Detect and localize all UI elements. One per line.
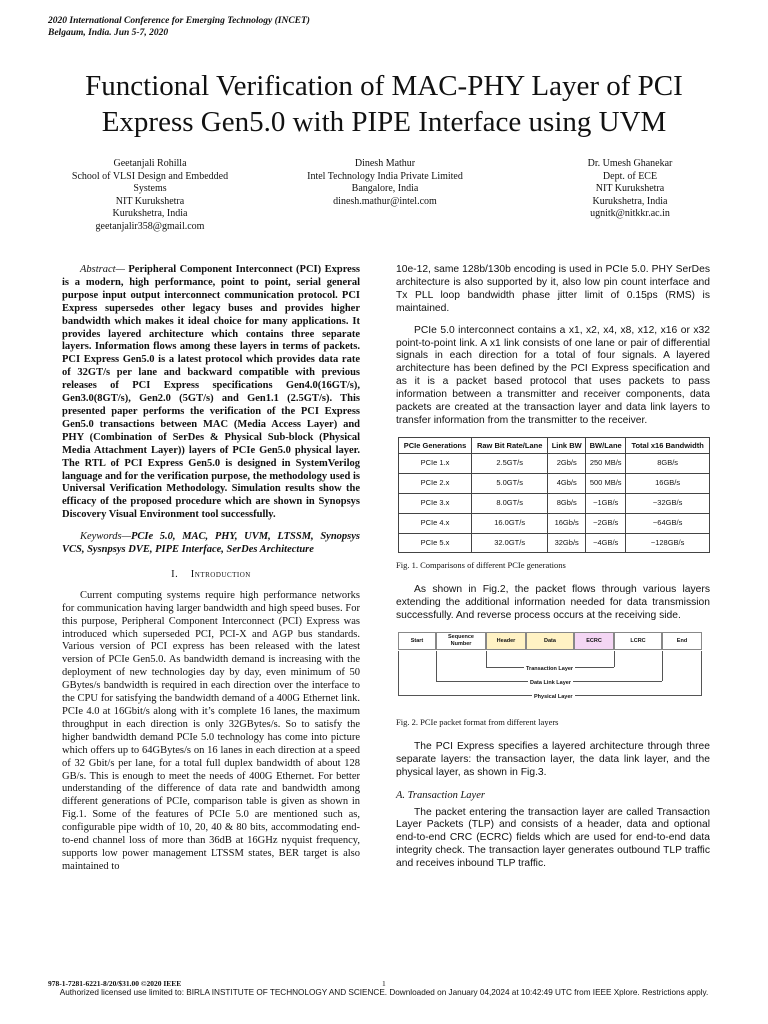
table-row: PCIe 2.x 5.0GT/s 4Gb/s 500 MB/s 16GB/s bbox=[399, 473, 710, 493]
bracket-tick bbox=[662, 651, 663, 681]
layer-label-transaction: Transaction Layer bbox=[524, 663, 575, 676]
bracket-tick bbox=[436, 651, 437, 681]
subsection-heading-transaction-layer: A. Transaction Layer bbox=[396, 789, 485, 801]
figure-1-caption: Fig. 1. Comparisons of different PCIe generations bbox=[396, 560, 566, 571]
abstract: Abstract— Peripheral Component Interconnect (PCI) Express is a modern, high performance, point to point, serial general purpose input output interconnect communication protocol. PCI Express supersedes other legacy buses and provides higher bandwidth which makes it ideal choice for many applications. It provides layered architecture which contains three separate layers. Information flows among these layers in terms of packets. PCI Express Gen5.0 is a latest protocol which provides data rate of 32GT/s per lane and backward compatible with previous releases of PCI Express specifications Gen4.0(16GT/s), Gen3.0(8GT/s), Gen2.0 (5GT/s) and Gen1.1 (2.5GT/s). This presented paper performs the verification of the PCI Express Gen5.0 transactions between MAC (Media Access Layer) and PHY (Combination of SerDes & Physical Sub-block (Physical Media Attachment Layer)) layers of PCIe Gen5.0 physical layer. The RTL of PCI Express Gen5.0 is designed in SystemVerilog language and for the verification purpose, the methodology used is Universal Verification Methodology. Simulation results show the efficacy of the proposed procedure which are shown in Synopsys Discovery Visual Environment tool successfully. bbox=[62, 264, 360, 521]
author-email: ugnitk@nitkkr.ac.in bbox=[590, 208, 670, 219]
bracket-tick bbox=[614, 651, 615, 667]
packet-field: Data bbox=[526, 632, 574, 650]
bracket-tick bbox=[486, 651, 487, 667]
table-row: PCIe 3.x 8.0GT/s 8Gb/s ~1GB/s ~32GB/s bbox=[399, 493, 710, 513]
author-email: geetanjalir358@gmail.com bbox=[95, 220, 205, 232]
author-3: Dr. Umesh Ghanekar Dept. of ECE NIT Kurukshetra Kurukshetra, India ugnitk@nitkkr.ac.in bbox=[530, 158, 730, 221]
author-email: dinesh.mathur@intel.com bbox=[333, 195, 437, 207]
author-block bbox=[40, 158, 728, 238]
right-column bbox=[396, 264, 710, 880]
footer-isbn: 978-1-7281-6221-8/20/$31.00 ©2020 IEEE bbox=[48, 979, 182, 988]
packet-field: Header bbox=[486, 632, 526, 650]
keywords: Keywords—PCIe 5.0, MAC, PHY, UVM, LTSSM, Synopsys VCS, Sysnpsys DVE, PIPE Interface, SerDes Architecture bbox=[62, 531, 360, 556]
bracket-tick bbox=[398, 651, 399, 695]
license-notice: Authorized licensed use limited to: BIRLA INSTITUTE OF TECHNOLOGY AND SCIENCE. Downloaded on January 04,2024 at 10:42:49 UTC from IEEE Xplore. Restrictions apply. bbox=[59, 988, 709, 997]
figure-2-caption: Fig. 2. PCIe packet format from different layers bbox=[396, 717, 559, 728]
intro-paragraph: Current computing systems require high performance networks for communication having larger bandwidth and high speed buses. For this purpose, Peripheral Component Interconnect (PCI) Express was introduced which superseded PCI, PCI-X and AGP bus standards. Various version of PCI express has been released with the latest version of PCIe Gen5.0. As bandwidth demand is increasing with the deployment of new technologies day by day, even minimum of 50 GBytes/s bandwidth is required in each direction over the interface to the CPU for satisfying the bandwidth demand of a 400G Ethernet link. PCIe 4.0 at 16Gbit/s along with it’s complete 16 lanes, the maximum throughput in each direction is only 32GBytes/s. So to satisfy the higher bandwidth demand PCIe 5.0 technology has come into picture which offers up to 64GBytes/s on 16 lanes in each direction at a speed of 32 Gbit/s per lane, for a total full duplex bandwidth of about 128 GB/s. This is enough to meet the needs of 400G Ethernet. For better understanding of the difference of data rate and bandwidth among different generations of PCIe, comparison table is given as shown in Fig.1. Some of the features of PCIe 5.0 are mentioned such as, configurable pipe width of 10, 20, 40 & 80 bits, accommodating end-to-end channel loss of more than 36dB at 16GHz nyquist frequency, supports low power management LTSSM states, BER target is also maintained to bbox=[62, 589, 360, 872]
table-header-cell: BW/Lane bbox=[586, 437, 626, 453]
author-name: Dinesh Mathur bbox=[354, 158, 416, 169]
pcie-comparison-table bbox=[398, 437, 710, 554]
conference-header bbox=[48, 15, 310, 39]
page-number: 1 bbox=[382, 979, 386, 988]
table-header-cell: Raw Bit Rate/Lane bbox=[472, 437, 548, 453]
packet-field: LCRC bbox=[614, 632, 662, 650]
author-name: Dr. Umesh Ghanekar bbox=[587, 158, 673, 169]
author-1: Geetanjali Rohilla School of VLSI Design and Embedded Systems NIT Kurukshetra Kurukshetra, India geetanjalir358@gmail.com bbox=[40, 158, 260, 233]
packet-field: End bbox=[662, 632, 702, 650]
left-column bbox=[62, 264, 360, 883]
table-header-row bbox=[399, 437, 710, 453]
author-2: Dinesh Mathur Intel Technology India Private Limited Bangalore, India dinesh.mathur@intel.com bbox=[280, 158, 490, 208]
paragraph-link-description: PCIe 5.0 interconnect contains a x1, x2, x4, x8, x12, x16 or x32 point-to-point link. A x1 link consists of one lane or pair of differential signals in each direction for a total of four signals. A layered architecture has been defined by the PCI Express specification and as it is a packet based protocol that uses packets to pass information between a transmitter and receiver components, data packets are created at the transaction layer and data link layers to transfer information from the transmitter to the receiver. bbox=[396, 324, 710, 426]
paper-title: Functional Verification of MAC-PHY Layer of PCI Express Gen5.0 with PIPE Interface using UVM bbox=[85, 70, 683, 138]
packet-field: Sequence Number bbox=[436, 632, 486, 650]
paragraph-transaction-layer: The packet entering the transaction layer are called Transaction Layer Packets (TLP) and consists of a header, data and optional end-to-end CRC (ECRC) fields which are used for end-to-end data integrity check. The transaction layer generates outbound TLP traffic and receives inbound TLP traffic. bbox=[396, 806, 710, 870]
bracket-tick bbox=[701, 651, 702, 695]
packet-field: ECRC bbox=[574, 632, 614, 650]
paragraph-layered-architecture: The PCI Express specifies a layered architecture through three separate layers: the transaction layer, the data link layer, and the physical layer, as shown in Fig.3. bbox=[396, 740, 710, 778]
conference-location: Belgaum, India. Jun 5-7, 2020 bbox=[48, 28, 169, 38]
section-heading-introduction: I. Introduction bbox=[171, 568, 251, 580]
layer-label-data-link: Data Link Layer bbox=[528, 677, 573, 690]
paragraph-packet-flow: As shown in Fig.2, the packet flows through various layers extending the additional information needed for data transmission successfully. And reverse process occurs at the receiving side. bbox=[396, 584, 710, 622]
table-header-cell: Total x16 Bandwidth bbox=[626, 437, 710, 453]
packet-format-diagram bbox=[398, 632, 708, 710]
author-name: Geetanjali Rohilla bbox=[113, 158, 187, 169]
table-row: PCIe 5.x 32.0GT/s 32Gb/s ~4GB/s ~128GB/s bbox=[399, 533, 710, 553]
paragraph-continuation: 10e-12, same 128b/130b encoding is used in PCIe 5.0. PHY SerDes architecture is also supported by it, also low pin count interface and Tx PLL loop bandwidth phase jitter limit of 0.15ps (RMS) is maintained. bbox=[396, 264, 710, 314]
table-header-cell: Link BW bbox=[548, 437, 586, 453]
conference-name: 2020 International Conference for Emerging Technology (INCET) bbox=[48, 16, 310, 26]
table-row: PCIe 4.x 16.0GT/s 16Gb/s ~2GB/s ~64GB/s bbox=[399, 513, 710, 533]
layer-label-physical: Physical Layer bbox=[532, 691, 575, 704]
packet-field: Start bbox=[398, 632, 436, 650]
table-row: PCIe 1.x 2.5GT/s 2Gb/s 250 MB/s 8GB/s bbox=[399, 453, 710, 473]
table-header-cell: PCIe Generations bbox=[399, 437, 472, 453]
